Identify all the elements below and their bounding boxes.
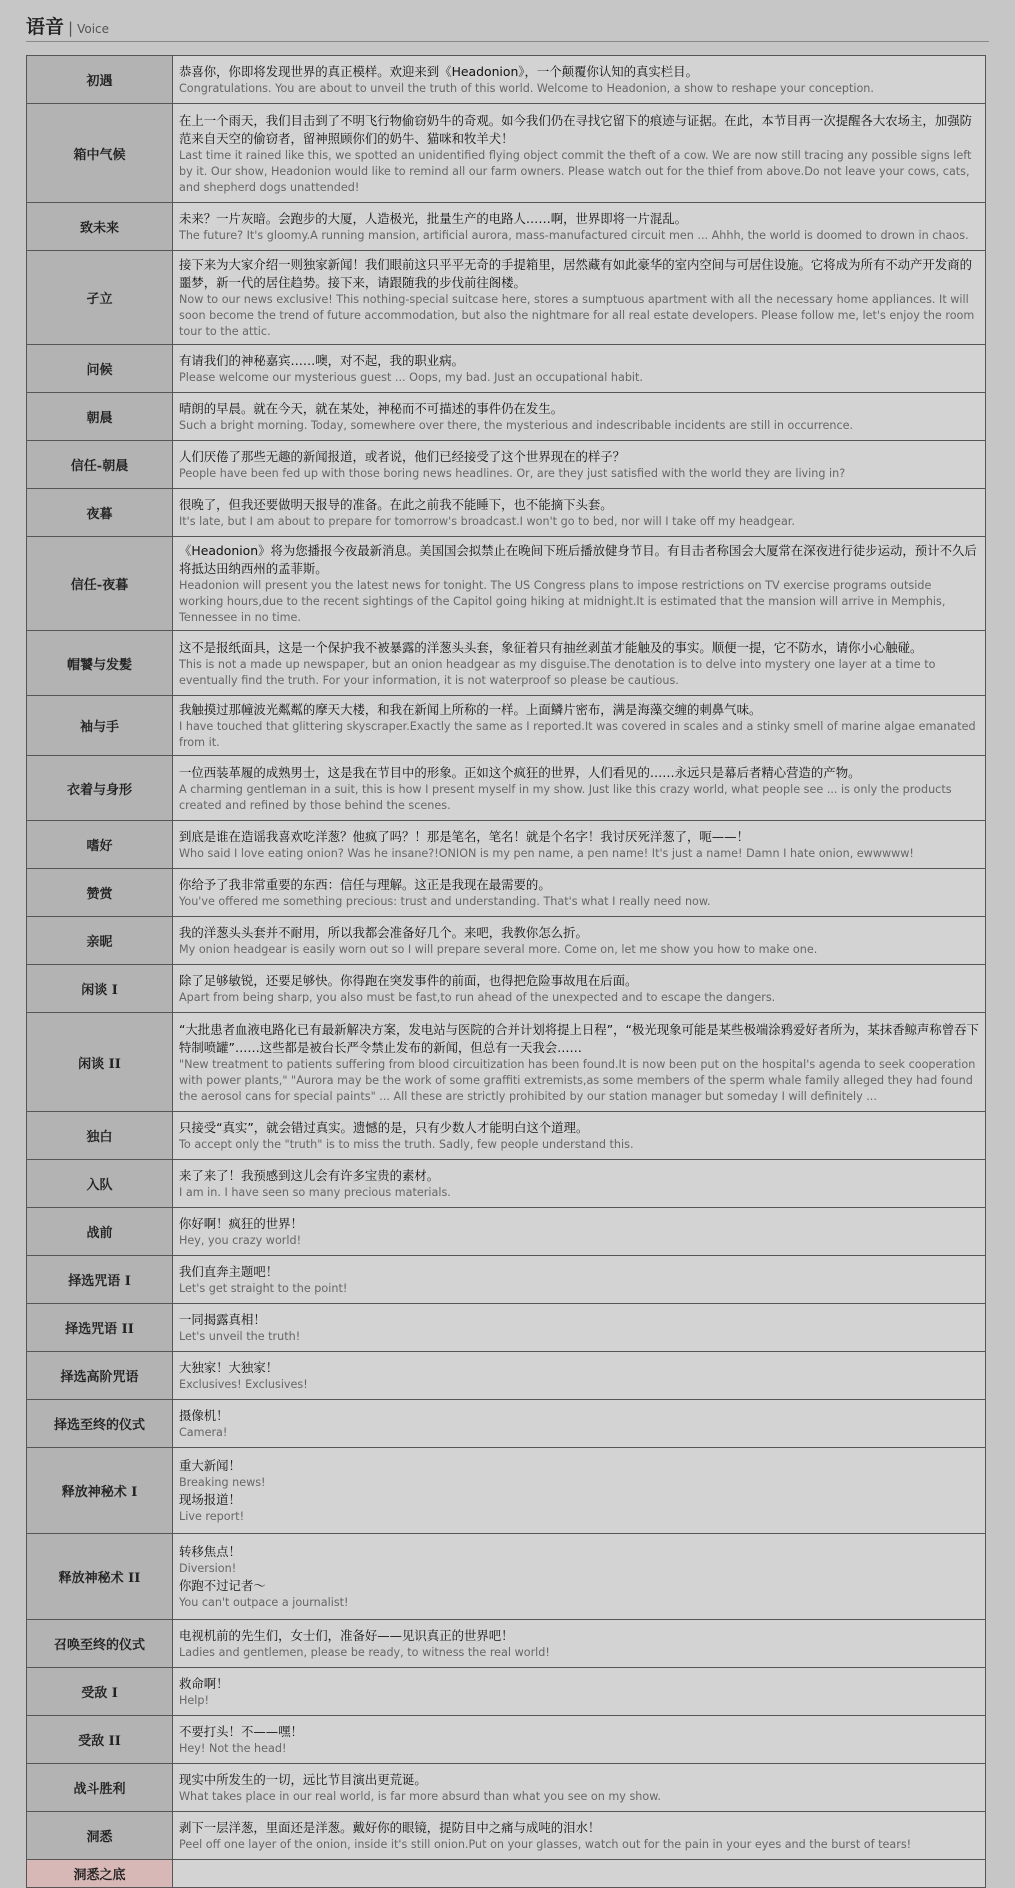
voice-text-zh: 救命啊！	[179, 1676, 229, 1691]
voice-label: 初遇	[27, 56, 173, 104]
voice-text-en: Ladies and gentlemen, please be ready, to witness the real world!	[179, 1646, 550, 1659]
voice-line-cell	[173, 441, 986, 489]
voice-line-cell	[173, 1304, 986, 1352]
voice-row	[27, 1208, 986, 1256]
voice-line-cell	[173, 756, 986, 821]
voice-line-cell	[173, 1208, 986, 1256]
voice-label: 闲谈 I	[27, 965, 173, 1013]
voice-line-cell	[173, 1448, 986, 1534]
voice-table	[26, 55, 986, 1888]
voice-text-en: What takes place in our real world, is far more absurd than what you see on my show.	[179, 1790, 661, 1803]
voice-text-zh: 你跑不过记者〜	[179, 1578, 266, 1593]
voice-row	[27, 1160, 986, 1208]
voice-text-en: Headonion will present you the latest news for tonight. The US Congress plans to impose restrictions on TV exercise programs outside working hours,due to the recent sightings of the Capitol going hiking at midnight.It is estimated that the mansion will arrive in Memphis, Tennessee in no time.	[179, 579, 946, 624]
voice-line-cell	[173, 965, 986, 1013]
voice-label: 箱中气候	[27, 104, 173, 203]
voice-text-en: Breaking news!	[179, 1476, 266, 1489]
voice-line-cell	[173, 696, 986, 756]
voice-text-zh: 在上一个雨天，我们目击到了不明飞行物偷窃奶牛的奇观。如今我们仍在寻找它留下的痕迹与证据。在此，本节目再一次提醒各大农场主，加强防范来自天空的偷窃者，留神照顾你们的奶牛、猫咪和牧羊犬！	[179, 112, 972, 146]
voice-line-cell	[173, 203, 986, 251]
voice-text-en: You've offered me something precious: trust and understanding. That's what I really need now.	[179, 895, 711, 908]
voice-text-zh: 只接受“真实”，就会错过真实。遗憾的是，只有少数人才能明白这个道理。	[179, 1120, 589, 1135]
voice-text-en: To accept only the "truth" is to miss the truth. Sadly, few people understand this.	[179, 1138, 634, 1151]
section-header	[26, 0, 989, 42]
voice-text-zh: 人们厌倦了那些无趣的新闻报道，或者说，他们已经接受了这个世界现在的样子？	[179, 449, 626, 464]
voice-row	[27, 104, 986, 203]
voice-label: 朝晨	[27, 393, 173, 441]
voice-row	[27, 631, 986, 696]
voice-text-en: Who said I love eating onion? Was he insane?!ONION is my pen name, a pen name! It's just a name! Damn I hate onion, ewwwww!	[179, 847, 914, 860]
voice-text-en: I have touched that glittering skyscraper.Exactly the same as I reported.It was covered in scales and a stinky smell of marine algae emanated from it.	[179, 720, 976, 749]
voice-line-cell	[173, 345, 986, 393]
voice-text-zh: 重大新闻！	[179, 1458, 241, 1473]
voice-line-cell	[173, 251, 986, 345]
voice-label: 袖与手	[27, 696, 173, 756]
voice-label: 孑立	[27, 251, 173, 345]
voice-label: 洞悉	[27, 1812, 173, 1860]
voice-label: 亲昵	[27, 917, 173, 965]
voice-line-cell	[173, 1668, 986, 1716]
voice-row	[27, 1112, 986, 1160]
voice-line-cell	[173, 1716, 986, 1764]
voice-row	[27, 1352, 986, 1400]
voice-text-en: It's late, but I am about to prepare for tomorrow's broadcast.I won't go to bed, nor will I take off my headgear.	[179, 515, 795, 528]
voice-label: 受敌 II	[27, 1716, 173, 1764]
voice-text-zh: 很晚了，但我还要做明天报导的准备。在此之前我不能睡下，也不能摘下头套。	[179, 497, 613, 512]
voice-text-zh: 我触摸过那幢波光粼粼的摩天大楼，和我在新闻上所称的一样。上面鳞片密布，满是海藻交缠的刺鼻气味。	[179, 702, 762, 717]
voice-row	[27, 917, 986, 965]
voice-text-en: This is not a made up newspaper, but an onion headgear as my disguise.The denotation is to delve into mystery one layer at a time to eventually find the truth. For your information, it is not waterproof so please be cautious.	[179, 657, 936, 687]
voice-line-cell	[173, 537, 986, 631]
voice-text-en: Please welcome our mysterious guest ... Oops, my bad. Just an occupational habit.	[179, 371, 643, 384]
voice-text-en: Help!	[179, 1694, 209, 1707]
voice-label: 赞赏	[27, 869, 173, 917]
voice-label: 信任-夜暮	[27, 537, 173, 631]
voice-text-zh: 现实中所发生的一切，远比节目演出更荒诞。	[179, 1772, 427, 1787]
voice-row	[27, 1304, 986, 1352]
voice-text-zh: 来了来了！我预感到这儿会有许多宝贵的素材。	[179, 1168, 440, 1183]
voice-row	[27, 345, 986, 393]
voice-line-cell	[173, 489, 986, 537]
voice-row	[27, 1534, 986, 1620]
voice-text-en: Peel off one layer of the onion, inside it's still onion.Put on your glasses, watch out for the pain in your eyes and the burst of tears!	[179, 1838, 912, 1851]
voice-label: 信任-朝晨	[27, 441, 173, 489]
voice-label: 嗜好	[27, 821, 173, 869]
voice-row	[27, 1448, 986, 1534]
voice-text-zh: 电视机前的先生们，女士们，准备好——见识真正的世界吧！	[179, 1628, 514, 1643]
voice-row	[27, 869, 986, 917]
voice-label: 衣着与身形	[27, 756, 173, 821]
voice-text-zh: 晴朗的早晨。就在今天，就在某处，神秘而不可描述的事件仍在发生。	[179, 401, 564, 416]
voice-row	[27, 203, 986, 251]
voice-line-cell	[173, 1112, 986, 1160]
voice-line-cell	[173, 1400, 986, 1448]
voice-text-zh: 剥下一层洋葱，里面还是洋葱。戴好你的眼镜，提防目中之痛与成吨的泪水！	[179, 1820, 601, 1835]
voice-row	[27, 489, 986, 537]
voice-text-zh: 接下来为大家介绍一则独家新闻！我们眼前这只平平无奇的手提箱里，居然藏有如此豪华的室内空间与可居住设施。它将成为所有不动产开发商的噩梦，新一代的居住趋势。接下来，请跟随我的步伐前往阁楼。	[179, 257, 972, 290]
voice-text-en: Now to our news exclusive! This nothing-special suitcase here, stores a sumptuous apartment with all the necessary home appliances. It will soon become the trend of future accommodation, but also the nightmare for all real estate developers. Please follow me, let's enjoy the room tour to the attic.	[179, 293, 975, 338]
voice-row	[27, 1256, 986, 1304]
voice-text-en: A charming gentleman in a suit, this is how I present myself in my show. Just like this crazy world, what people see ... is only the products created and refined by those behind the scenes.	[179, 782, 952, 812]
voice-text-en: Live report!	[179, 1510, 245, 1523]
voice-text-en: Let's get straight to the point!	[179, 1282, 348, 1295]
voice-line-cell	[173, 821, 986, 869]
voice-row	[27, 537, 986, 631]
voice-text-en: The future? It's gloomy.A running mansion, artificial aurora, mass-manufactured circuit men ... Ahhh, the world is doomed to drown in chaos.	[179, 229, 969, 242]
voice-line-cell	[173, 393, 986, 441]
voice-label: 召唤至终的仪式	[27, 1620, 173, 1668]
voice-line-cell	[173, 1160, 986, 1208]
voice-row	[27, 821, 986, 869]
voice-text-zh: 大独家！大独家！	[179, 1360, 279, 1375]
voice-text-en: I am in. I have seen so many precious materials.	[179, 1186, 451, 1199]
voice-label: 洞悉之底	[27, 1860, 173, 1888]
voice-row	[27, 1764, 986, 1812]
voice-text-en: Apart from being sharp, you also must be fast,to run ahead of the unexpected and to escape the dangers.	[179, 991, 776, 1004]
voice-label: 释放神秘术 II	[27, 1534, 173, 1620]
voice-line-cell	[173, 1620, 986, 1668]
voice-text-en: "New treatment to patients suffering from blood circuitization has been found.It is now been put on the hospital's agenda to seek cooperation with power plants," "Aurora may be the work of some graffiti extremists,as some members of the sperm whale family alleged they had found the aerosol cans for special paints" ... All these are strictly prohibited by our station manager but someday I will definitely ...	[179, 1057, 976, 1103]
voice-text-en: My onion headgear is easily worn out so I will prepare several more. Come on, let me show you how to make one.	[179, 943, 818, 956]
voice-row	[27, 251, 986, 345]
voice-label: 受敌 I	[27, 1668, 173, 1716]
voice-text-zh: 你好啊！疯狂的世界！	[179, 1216, 303, 1231]
voice-line-cell	[173, 869, 986, 917]
voice-text-en: People have been fed up with those boring news headlines. Or, are they just satisfied with the world they are living in?	[179, 467, 846, 480]
voice-label: 战斗胜利	[27, 1764, 173, 1812]
voice-line-cell	[173, 1534, 986, 1620]
voice-text-zh: 恭喜你，你即将发现世界的真正模样。欢迎来到《Headonion》，一个颠覆你认知的真实栏目。	[179, 64, 698, 79]
voice-text-en: Let's unveil the truth!	[179, 1330, 301, 1343]
voice-text-en: Congratulations. You are about to unveil the truth of this world. Welcome to Headonion, a show to reshape your conception.	[179, 82, 874, 95]
voice-text-zh: 到底是谁在造谣我喜欢吃洋葱？他疯了吗？！那是笔名，笔名！就是个名字！我讨厌死洋葱了，呃——！	[179, 829, 749, 844]
voice-text-en: Camera!	[179, 1426, 228, 1439]
voice-label: 入队	[27, 1160, 173, 1208]
voice-line-cell	[173, 631, 986, 696]
voice-label: 择选高阶咒语	[27, 1352, 173, 1400]
voice-text-zh: 不要打头！不——嘿！	[179, 1724, 303, 1739]
voice-row	[27, 696, 986, 756]
voice-line-cell	[173, 1352, 986, 1400]
voice-row	[27, 1716, 986, 1764]
voice-line-cell	[173, 1256, 986, 1304]
voice-label: 择选咒语 II	[27, 1304, 173, 1352]
voice-text-zh: 一同揭露真相！	[179, 1312, 266, 1327]
voice-text-en: Exclusives! Exclusives!	[179, 1378, 308, 1391]
voice-text-en: You can't outpace a journalist!	[179, 1596, 349, 1609]
voice-label: 择选至终的仪式	[27, 1400, 173, 1448]
voice-label: 释放神秘术 I	[27, 1448, 173, 1534]
voice-row	[27, 1812, 986, 1860]
voice-line-cell	[173, 1764, 986, 1812]
voice-label: 闲谈 II	[27, 1013, 173, 1112]
voice-text-zh: 现场报道！	[179, 1492, 241, 1507]
voice-label: 问候	[27, 345, 173, 393]
voice-text-zh: 未来？一片灰暗。会跑步的大厦，人造极光，批量生产的电路人……啊，世界即将一片混乱。	[179, 211, 688, 226]
voice-label: 帽饕与发髪	[27, 631, 173, 696]
title-separator: |	[68, 19, 74, 37]
voice-line-cell	[173, 917, 986, 965]
voice-row	[27, 756, 986, 821]
voice-text-en: Diversion!	[179, 1562, 237, 1575]
voice-row	[27, 1620, 986, 1668]
voice-text-zh: 《Headonion》将为您播报今夜最新消息。美国国会拟禁止在晚间下班后播放健身节目。有目击者称国会大厦常在深夜进行徒步运动，预计不久后将抵达田纳西州的孟菲斯。	[179, 543, 977, 576]
voice-line-cell	[173, 1812, 986, 1860]
voice-text-zh: 一位西装革履的成熟男士，这是我在节目中的形象。正如这个疯狂的世界，人们看见的……永远只是幕后者精心营造的产物。	[179, 764, 861, 780]
voice-row	[27, 1013, 986, 1112]
voice-row	[27, 441, 986, 489]
voice-text-en: Hey, you crazy world!	[179, 1234, 302, 1247]
voice-text-zh: “大批患者血液电路化已有最新解决方案，发电站与医院的合并计划将提上日程”，“极光现象可能是某些极端涂鸦爱好者所为，某抹香鲸声称曾吞下特制喷罐”……这些都是被台长严令禁止发布的新闻，但总有一天我会……	[179, 1021, 979, 1055]
voice-text-zh: 有请我们的神秘嘉宾……噢，对不起，我的职业病。	[179, 353, 464, 368]
voice-label: 独白	[27, 1112, 173, 1160]
voice-text-en: Last time it rained like this, we spotted an unidentified flying object commit the theft of a cow. We are now still tracing any possible signs left by it. Our show, Headonion would like to remind all our farm owners. Please watch out for the thief from above.Do not leave your cows, cats, and shepherd dogs unattended!	[179, 148, 972, 194]
voice-label: 择选咒语 I	[27, 1256, 173, 1304]
voice-row	[27, 965, 986, 1013]
voice-line-cell	[173, 104, 986, 203]
voice-label: 战前	[27, 1208, 173, 1256]
voice-row	[27, 1400, 986, 1448]
voice-text-en: Such a bright morning. Today, somewhere over there, the mysterious and indescribable incidents are still in occurrence.	[179, 419, 854, 432]
voice-text-zh: 这不是报纸面具，这是一个保护我不被暴露的洋葱头头套，象征着只有抽丝剥茧才能触及的事实。顺便一提，它不防水，请你小心触碰。	[179, 639, 923, 655]
section-title: 语音	[26, 16, 65, 38]
voice-text-en: Hey! Not the head!	[179, 1742, 287, 1755]
voice-text-zh: 我的洋葱头头套并不耐用，所以我都会准备好几个。来吧，我教你怎么折。	[179, 925, 588, 940]
voice-text-zh: 你给予了我非常重要的东西：信任与理解。这正是我现在最需要的。	[179, 877, 551, 892]
voice-label: 夜暮	[27, 489, 173, 537]
voice-line-cell	[173, 1013, 986, 1112]
voice-row	[27, 56, 986, 104]
voice-text-zh: 我们直奔主题吧！	[179, 1264, 279, 1279]
section-subtitle: Voice	[77, 22, 110, 36]
voice-text-zh: 转移焦点！	[179, 1544, 241, 1559]
voice-line-cell	[173, 56, 986, 104]
voice-text-zh: 除了足够敏锐，还要足够快。你得跑在突发事件的前面，也得把危险事故甩在后面。	[179, 973, 638, 988]
voice-row	[27, 393, 986, 441]
voice-label: 致未来	[27, 203, 173, 251]
voice-row	[27, 1668, 986, 1716]
voice-text-zh: 摄像机！	[179, 1408, 229, 1423]
